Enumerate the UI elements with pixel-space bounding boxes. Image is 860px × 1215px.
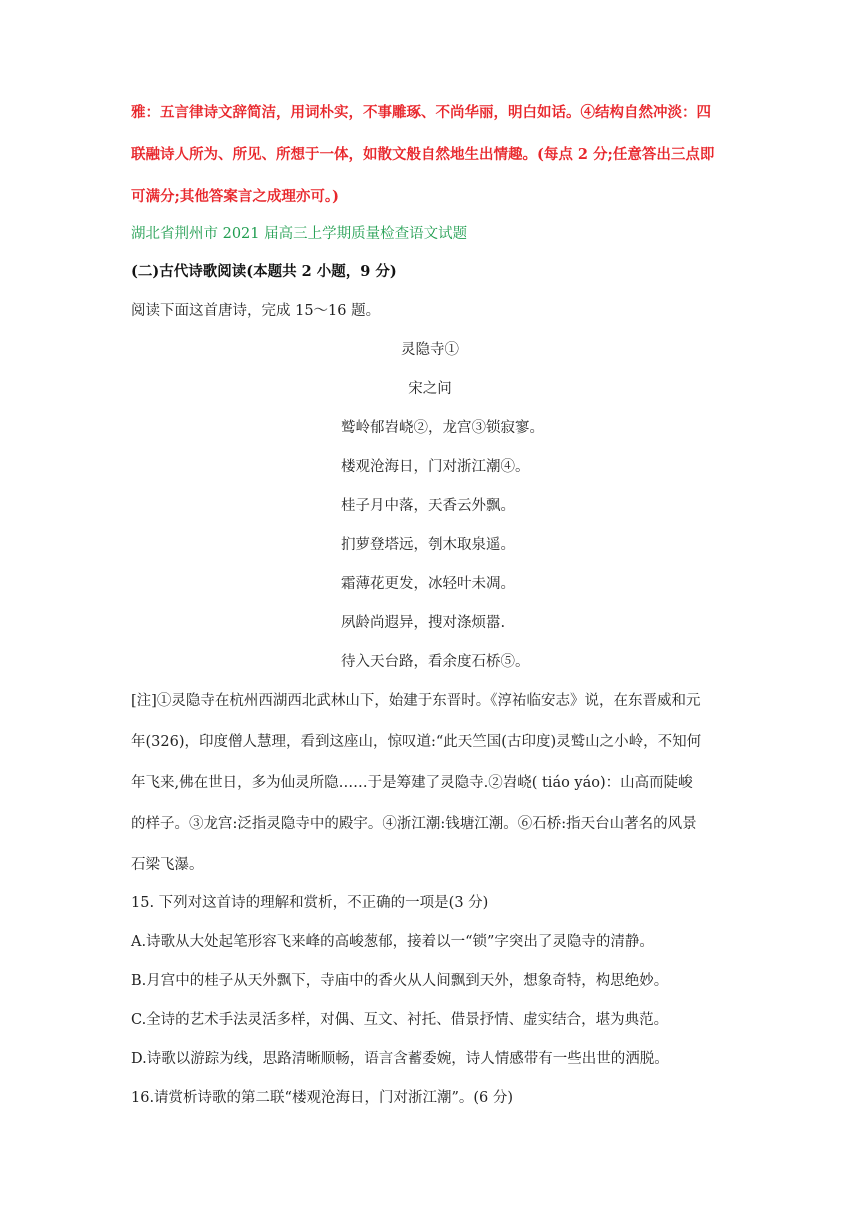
poem-line: 鹫岭郁岧峣②，龙宫③锁寂寥。 (341, 420, 544, 436)
answer-line-1: 雅：五言律诗文辞简洁，用词朴实，不事雕琢、不尚华丽，明白如话。④结构自然冲淡：四 (131, 104, 711, 121)
note-line: 石梁飞瀑。 (131, 857, 204, 873)
poem-title: 灵隐寺① (401, 342, 459, 358)
instruction: 阅读下面这首唐诗，完成 15～16 题。 (131, 303, 381, 319)
poem-line: 桂子月中落，天香云外飘。 (341, 498, 515, 514)
answer-line-2: 联融诗人所为、所见、所想于一体，如散文般自然地生出情趣。(每点 2 分;任意答出三点即 (131, 146, 715, 163)
question-15-option-b: B.月宫中的桂子从天外飘下，寺庙中的香火从人间飘到天外，想象奇特，构思绝妙。 (131, 973, 669, 989)
question-15-option-d: D.诗歌以游踪为线，思路清晰顺畅，语言含蓄委婉，诗人情感带有一些出世的洒脱。 (131, 1051, 669, 1067)
poem-author: 宋之问 (408, 381, 452, 397)
question-15-option-c: C.全诗的艺术手法灵活多样，对偶、互文、衬托、借景抒情、虚实结合，堪为典范。 (131, 1012, 669, 1028)
question-15-stem: 15. 下列对这首诗的理解和赏析，不正确的一项是(3 分) (131, 895, 489, 911)
source-title: 湖北省荆州市 2021 届高三上学期质量检查语文试题 (131, 226, 468, 242)
poem-line: 夙龄尚遐异，搜对涤烦嚣. (341, 615, 506, 631)
note-line: 年飞来,佛在世日，多为仙灵所隐……于是筹建了灵隐寺.②岧峣( tiáo yáo)：山高而陡峻 (131, 775, 693, 791)
question-15-option-a: A.诗歌从大处起笔形容飞来峰的高峻葱郁，接着以一“锁”字突出了灵隐寺的清静。 (131, 934, 654, 950)
answer-line-3: 可满分;其他答案言之成理亦可。) (131, 188, 339, 205)
question-16-stem: 16.请赏析诗歌的第二联“楼观沧海日，门对浙江潮”。(6 分) (131, 1090, 514, 1106)
poem-line: 霜薄花更发，冰轻叶未凋。 (341, 576, 515, 592)
section-title: (二)古代诗歌阅读(本题共 2 小题，9 分) (131, 263, 397, 280)
note-line: 年(326)，印度僧人慧理，看到这座山，惊叹道:“此天竺国(古印度)灵鹫山之小岭，不知何 (131, 734, 702, 750)
note-line: [注]①灵隐寺在杭州西湖西北武林山下，始建于东晋时。《淳祐临安志》说，在东晋威和元 (131, 693, 701, 709)
note-line: 的样子。③龙宫:泛指灵隐寺中的殿宇。④浙江潮:钱塘江潮。⑥石桥:指天台山著名的风景 (131, 816, 697, 832)
poem-line: 楼观沧海日，门对浙江潮④。 (341, 459, 530, 475)
poem-line: 扪萝登塔远，刳木取泉遥。 (341, 537, 515, 553)
poem-line: 待入天台路，看余度石桥⑤。 (341, 654, 530, 670)
